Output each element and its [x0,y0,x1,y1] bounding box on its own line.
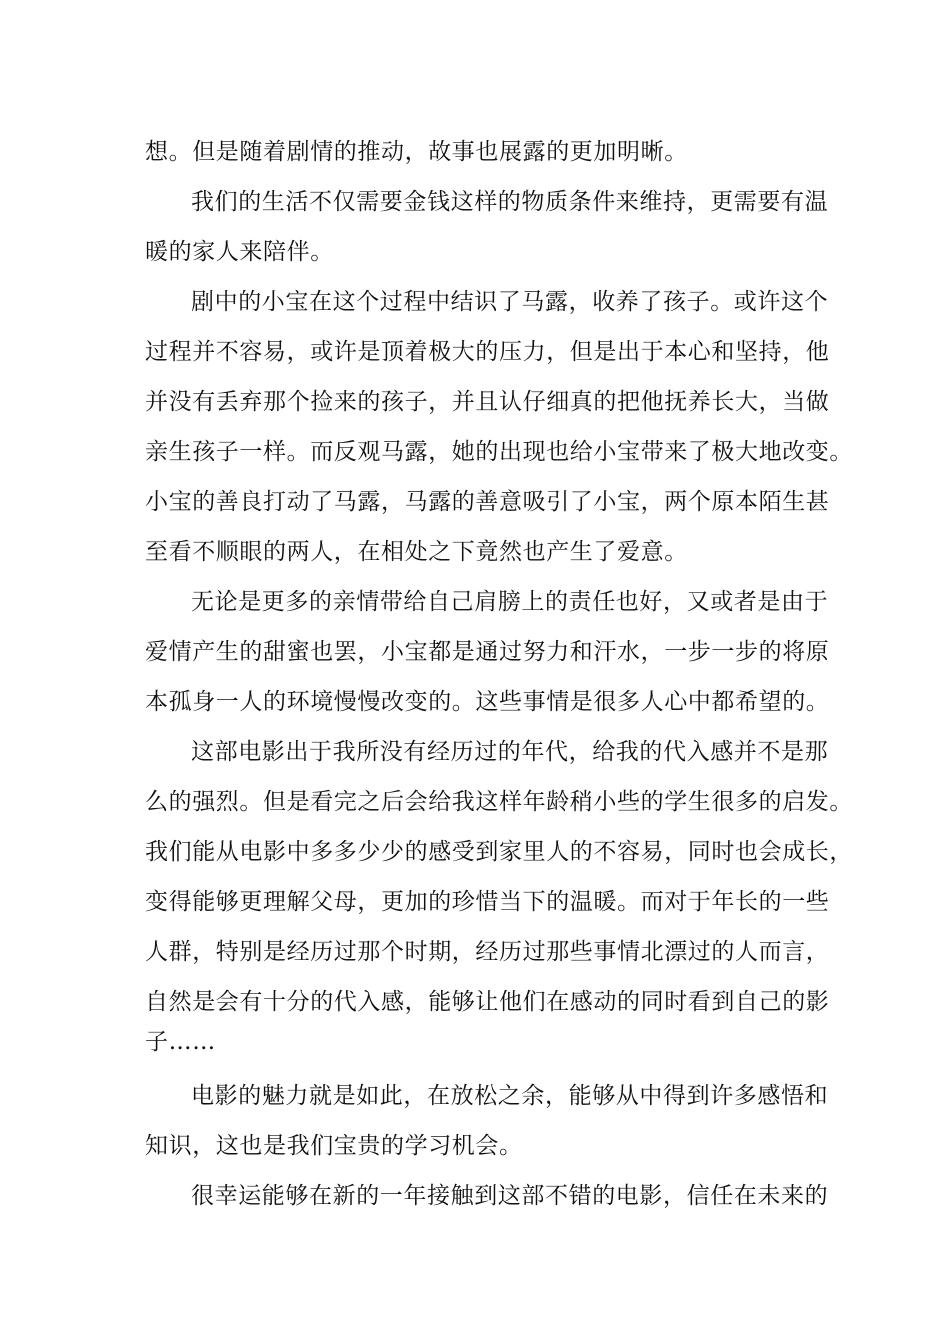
text-line: 想。但是随着剧情的推动，故事也展露的更加明晰。 [145,139,688,165]
text-line: 人群，特别是经历过那个时期，经历过那些事情北漂过的人而言， [145,939,830,965]
text-line: 亲生孩子一样。而反观马露，她的出现也给小宝带来了极大地改变。 [145,439,853,465]
text-line: 本孤身一人的环境慢慢改变的。这些事情是很多人心中都希望的。 [145,689,830,715]
text-line: 并没有丢弃那个捡来的孩子，并且认仔细真的把他抚养长大，当做 [145,389,830,415]
text-line: 变得能够更理解父母，更加的珍惜当下的温暖。而对于年长的一些 [145,889,830,915]
text-line: 知识，这也是我们宝贵的学习机会。 [145,1133,523,1159]
text-line: 暖的家人来陪伴。 [145,239,334,265]
text-line: 我们的生活不仅需要金钱这样的物质条件来维持，更需要有温 [191,189,829,215]
text-line: 过程并不容易，或许是顶着极大的压力，但是出于本心和坚持，他 [145,339,830,365]
text-line: 这部电影出于我所没有经历过的年代，给我的代入感并不是那 [191,739,829,765]
text-line: 子…… [145,1029,216,1055]
text-line: 我们能从电影中多多少少的感受到家里人的不容易，同时也会成长， [145,839,853,865]
text-line: 很幸运能够在新的一年接触到这部不错的电影，信任在未来的 [191,1183,829,1209]
text-line: 无论是更多的亲情带给自己肩膀上的责任也好，又或者是由于 [191,589,829,615]
text-line: 电影的魅力就是如此，在放松之余，能够从中得到许多感悟和 [191,1083,829,1109]
text-line: 么的强烈。但是看完之后会给我这样年龄稍小些的学生很多的启发。 [145,789,853,815]
text-line: 自然是会有十分的代入感，能够让他们在感动的同时看到自己的影 [145,989,830,1015]
text-line: 爱情产生的甜蜜也罢，小宝都是通过努力和汗水，一步一步的将原 [145,639,830,665]
text-line: 至看不顺眼的两人，在相处之下竟然也产生了爱意。 [145,539,688,565]
text-line: 剧中的小宝在这个过程中结识了马露，收养了孩子。或许这个 [191,289,829,315]
text-line: 小宝的善良打动了马露，马露的善意吸引了小宝，两个原本陌生甚 [145,489,830,515]
